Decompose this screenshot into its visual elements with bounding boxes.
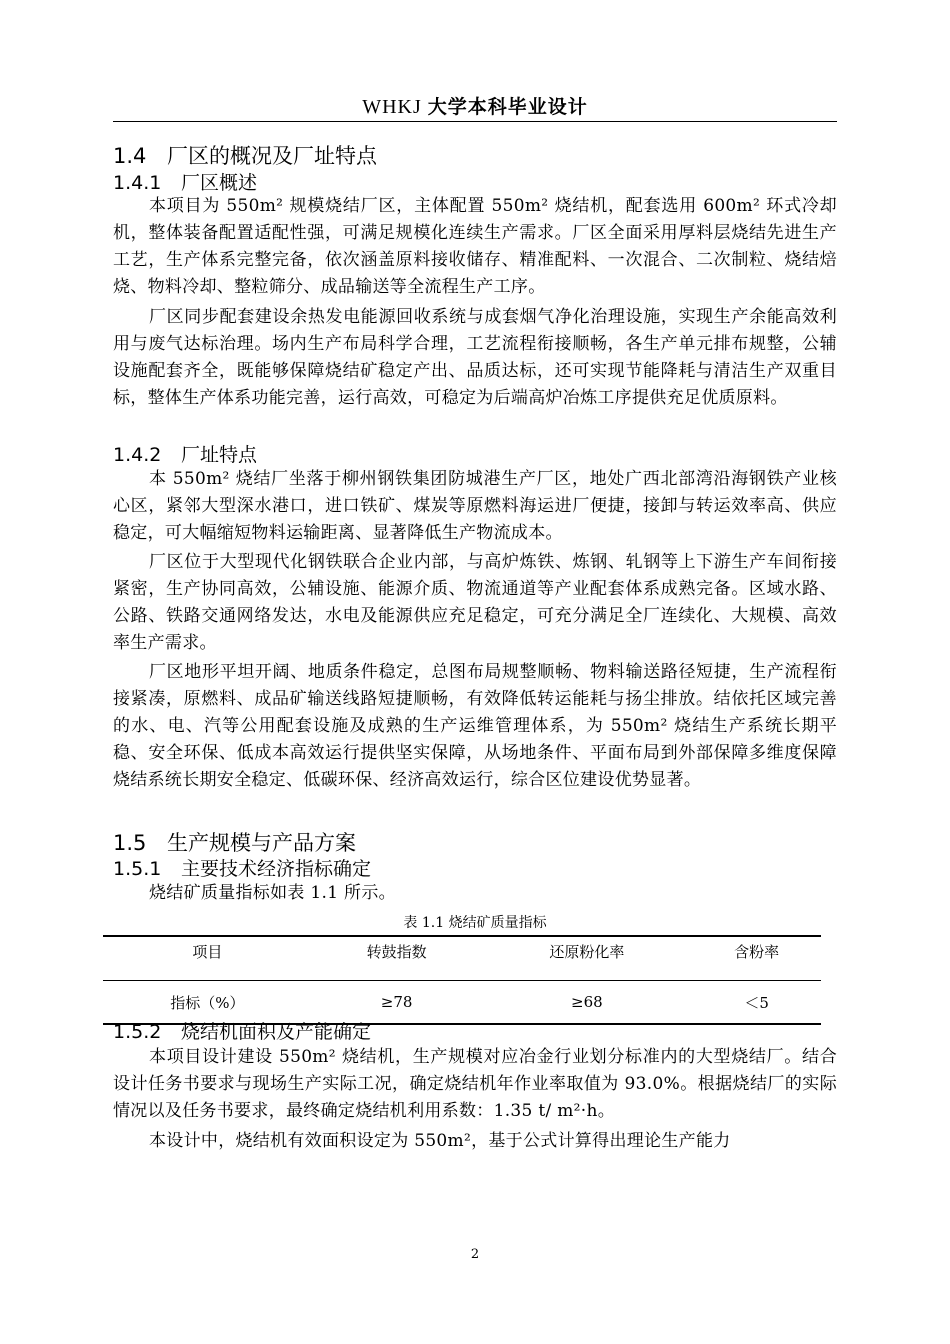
paragraph-plant-overview-1: 本项目为 550m² 规模烧结厂区，主体配置 550m² 烧结机，配套选用 600m² 环式冷却机，整体装备配置适配性强，可满足规模化连续生产需求。厂区全面采用厚料层烧结先进生产工艺，生产体系完整完备，依次涵盖原料接收储存、精准配料、一次混合、二次制粒、烧结焙烧、物料冷却、整粒筛分、成品输送等全流程生产工序。 (113, 196, 837, 297)
section-number: 1.5.1 (113, 858, 162, 880)
header-divider (113, 121, 837, 122)
section-title: 烧结机面积及产能确定 (181, 1021, 372, 1043)
page-header (113, 92, 837, 119)
section-title: 厂区概述 (181, 172, 258, 194)
section-title: 生产规模与产品方案 (167, 831, 356, 855)
paragraph-sinter-machine-2: 本设计中，烧结机有效面积设定为 550m²，基于公式计算得出理论生产能力 (149, 1131, 731, 1151)
section-heading-1-4-1 (113, 171, 257, 195)
page-number: 2 (470, 1247, 480, 1262)
header-prefix: WHKJ (362, 96, 422, 118)
paragraph-sinter-machine-1: 本项目设计建设 550m² 烧结机，生产规模对应冶金行业划分标准内的大型烧结厂。结合设计任务书要求与现场生产实际工况，确定烧结机年作业率取值为 93.0%。根据烧结厂的实际情况以及任务书要求，最终确定烧结机利用系数：1.35 t/ m²·h。 (113, 1047, 837, 1121)
section-title: 厂区的概况及厂址特点 (167, 144, 377, 168)
section-title: 主要技术经济指标确定 (181, 858, 372, 880)
table-caption: 表 1.1 烧结矿质量指标 (403, 915, 547, 931)
section-number: 1.5.2 (113, 1021, 162, 1043)
section-heading-1-5-2 (113, 1020, 371, 1044)
section-heading-1-5-1 (113, 857, 371, 881)
paragraph-site-features-2: 厂区位于大型现代化钢铁联合企业内部，与高炉炼铁、炼钢、轧钢等上下游生产车间衔接紧密，生产协同高效，公辅设施、能源介质、物流通道等产业配套体系成熟完备。区域水路、公路、铁路交通网络发达，水电及能源供应充足稳定，可充分满足全厂连续化、大规模、高效率生产需求。 (113, 552, 837, 653)
quality-index-table (103, 935, 821, 1025)
table-header-row (103, 936, 821, 981)
paragraph-site-features-3: 厂区地形平坦开阔、地质条件稳定，总图布局规整顺畅、物料输送路径短捷，生产流程衔接紧凑，原燃料、成品矿输送线路短捷顺畅，有效降低转运能耗与扬尘排放。结依托区域完善的水、电、汽等公用配套设施及成熟的生产运维管理体系，为 550m² 烧结生产系统长期平稳、安全环保、低成本高效运行提供坚实保障，从场地条件、平面布局到外部保障多维度保障烧结系统长期安全稳定、低碳环保、经济高效运行，综合区位建设优势显著。 (113, 662, 837, 790)
table-cell: ≥78 (312, 981, 482, 1025)
paragraph-quality-index-intro: 烧结矿质量指标如表 1.1 所示。 (149, 883, 396, 903)
section-number: 1.4 (113, 144, 147, 168)
table-cell: ≥68 (481, 981, 692, 1025)
paragraph-plant-overview-2: 厂区同步配套建设余热发电能源回收系统与成套烟气净化治理设施，实现生产余能高效利用与废气达标治理。场内生产布局科学合理，工艺流程衔接顺畅，各生产单元排布规整，公辅设施配套齐全，既能够保障烧结矿稳定产出、品质达标，还可实现节能降耗与清洁生产双重目标，整体生产体系功能完善，运行高效，可稳定为后端高炉冶炼工序提供充足优质原料。 (113, 307, 837, 408)
table-cell: ＜5 (692, 981, 821, 1025)
table-header-cell: 含粉率 (692, 936, 821, 981)
section-number: 1.4.2 (113, 444, 162, 466)
table-header-cell: 项目 (103, 936, 312, 981)
table-cell: 指标（%） (103, 981, 312, 1025)
section-title: 厂址特点 (181, 444, 258, 466)
section-number: 1.5 (113, 831, 147, 855)
section-heading-1-5 (113, 830, 356, 856)
section-heading-1-4 (113, 143, 377, 169)
section-number: 1.4.1 (113, 172, 162, 194)
paragraph-site-features-1: 本 550m² 烧结厂坐落于柳州钢铁集团防城港生产厂区，地处广西北部湾沿海钢铁产业核心区，紧邻大型深水港口，进口铁矿、煤炭等原燃料海运进厂便捷，接卸与转运效率高、供应稳定，可大幅缩短物料运输距离、显著降低生产物流成本。 (113, 469, 837, 543)
table-header-cell: 转鼓指数 (312, 936, 482, 981)
table-row (103, 981, 821, 1025)
section-heading-1-4-2 (113, 443, 257, 467)
header-title: 大学本科毕业设计 (427, 96, 588, 118)
table-header-cell: 还原粉化率 (481, 936, 692, 981)
